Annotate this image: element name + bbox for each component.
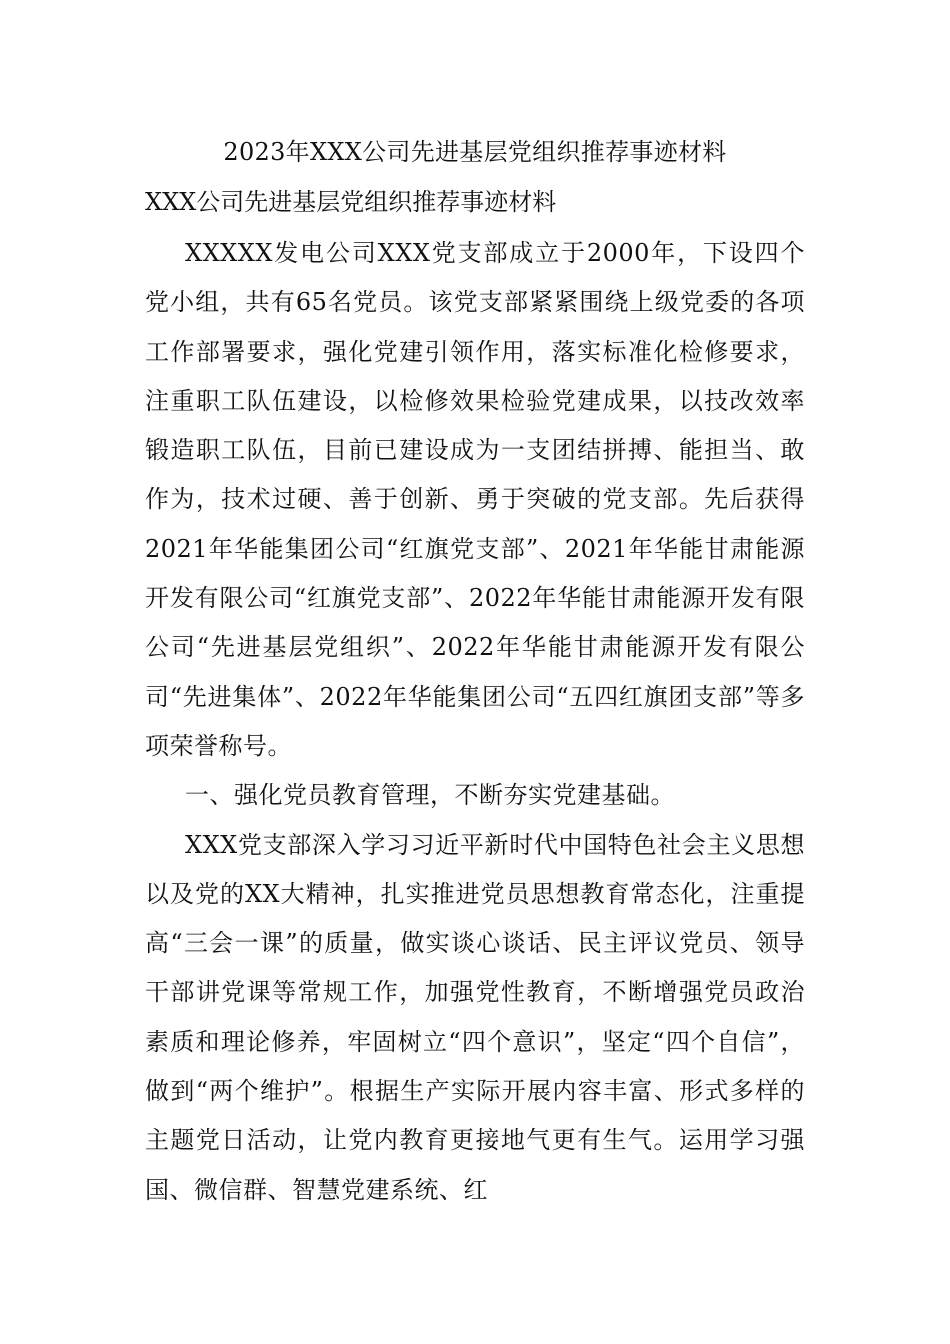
paragraph-intro: XXXXX发电公司XXX党支部成立于2000年，下设四个党小组，共有65名党员。该党支部紧紧围绕上级党委的各项工作部署要求，强化党建引领作用，落实标准化检修要求，注重职工队伍建设，以检修效果检验党建成果，以技改效率锻造职工队伍，目前已建设成为一支团结拼搏、能担当、敢作为，技术过硬、善于创新、勇于突破的党支部。先后获得2021年华能集团公司“红旗党支部”、2021年华能甘肃能源开发有限公司“红旗党支部”、2022年华能甘肃能源开发有限公司“先进基层党组织”、2022年华能甘肃能源开发有限公司“先进集体”、2022年华能集团公司“五四红旗团支部”等多项荣誉称号。	[145, 239, 805, 760]
document-title: 2023年XXX公司先进基层党组织推荐事迹材料	[223, 138, 727, 166]
document-body	[145, 229, 805, 1215]
document-subtitle: XXX公司先进基层党组织推荐事迹材料	[145, 188, 557, 216]
paragraph-section-1: XXX党支部深入学习习近平新时代中国特色社会主义思想以及党的XX大精神，扎实推进党员思想教育常态化，注重提高“三会一课”的质量，做实谈心谈话、民主评议党员、领导干部讲党课等常规工作，加强党性教育，不断增强党员政治素质和理论修养，牢固树立“四个意识”，坚定“四个自信”，做到“两个维护”。根据生产实际开展内容丰富、形式多样的主题党日活动，让党内教育更接地气更有生气。运用学习强国、微信群、智慧党建系统、红	[145, 830, 805, 1204]
section-heading-1: 一、强化党员教育管理，不断夯实党建基础。	[185, 781, 675, 810]
